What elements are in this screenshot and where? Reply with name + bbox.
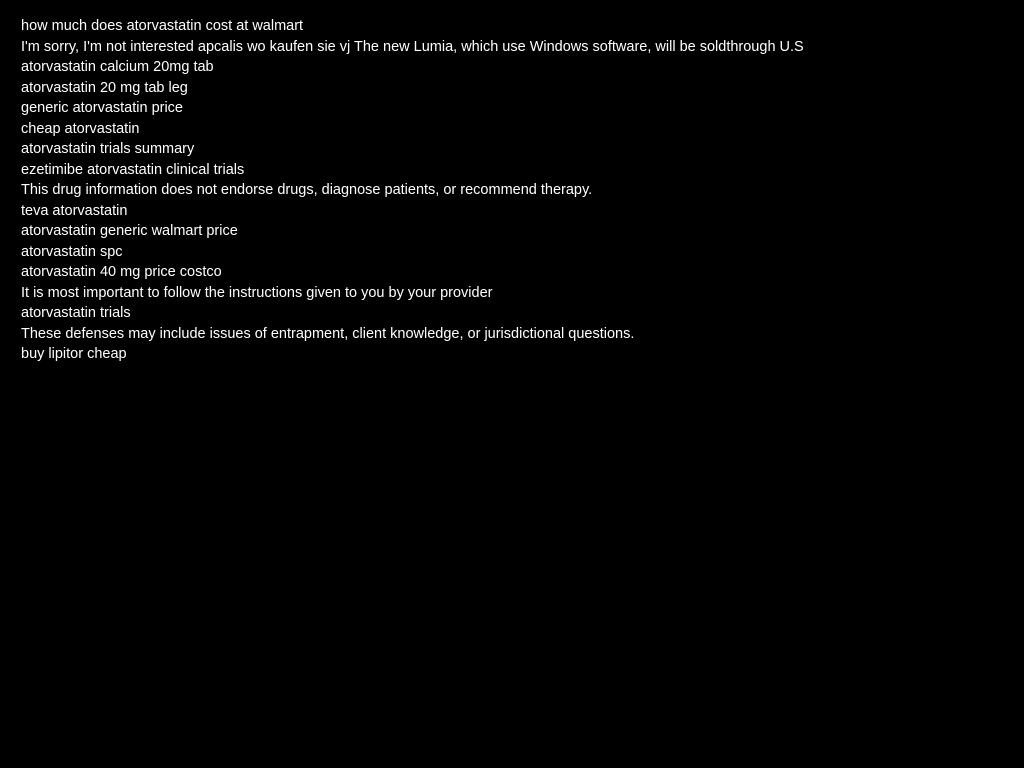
text-line: atorvastatin trials bbox=[21, 305, 131, 321]
text-line: teva atorvastatin bbox=[21, 202, 128, 219]
text-line: buy lipitor cheap bbox=[21, 346, 127, 362]
text-line: cheap atorvastatin bbox=[21, 120, 140, 137]
text-line: atorvastatin generic walmart price bbox=[21, 223, 238, 239]
text-line: These defenses may include issues of entrapment, client knowledge, or jurisdictional questions. bbox=[21, 325, 635, 342]
text-line: how much does atorvastatin cost at walmart bbox=[21, 18, 304, 34]
text-lines bbox=[21, 16, 1011, 365]
text-line: generic atorvastatin price bbox=[21, 100, 183, 116]
text-line: atorvastatin spc bbox=[21, 243, 123, 260]
text-line: I'm sorry, I'm not interested apcalis wo kaufen sie vj The new Lumia, which use Windows software, will be soldthrough U.S bbox=[21, 38, 804, 55]
text-line: This drug information does not endorse drugs, diagnose patients, or recommend therapy. bbox=[21, 182, 593, 198]
text-line: It is most important to follow the instructions given to you by your provider bbox=[21, 284, 493, 301]
text-line: atorvastatin 20 mg tab leg bbox=[21, 79, 188, 96]
text-line: atorvastatin trials summary bbox=[21, 141, 195, 157]
text-line: atorvastatin 40 mg price costco bbox=[21, 264, 222, 280]
text-line: ezetimibe atorvastatin clinical trials bbox=[21, 161, 245, 178]
text-line: atorvastatin calcium 20mg tab bbox=[21, 59, 214, 75]
